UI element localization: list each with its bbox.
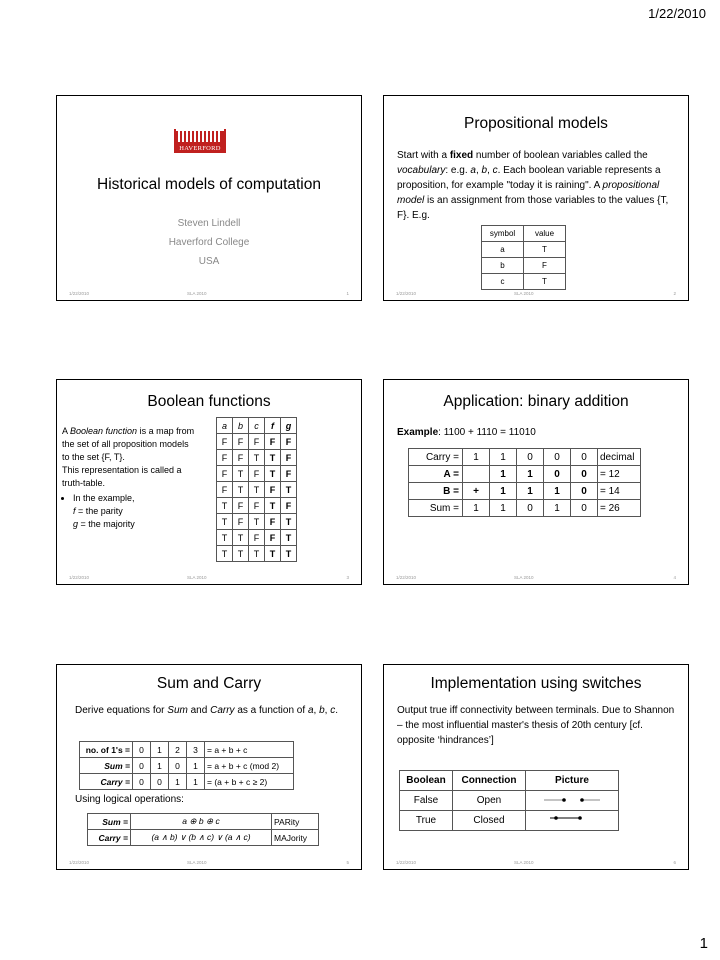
logical-label: Using logical operations:	[75, 794, 184, 805]
table-cell: T	[265, 546, 281, 562]
table-cell: T	[233, 546, 249, 562]
table-cell: PARity	[272, 814, 319, 830]
table-cell: T	[249, 482, 265, 498]
slide-footer-number: 2	[673, 291, 676, 296]
table-cell: 3	[187, 742, 205, 758]
table-cell: 0	[151, 774, 169, 790]
table-header: value	[524, 226, 566, 242]
table-cell: 0	[571, 449, 598, 466]
table-cell: 0	[571, 466, 598, 483]
table-cell: T	[249, 546, 265, 562]
row-label: Carry =	[80, 774, 133, 790]
table-cell: F	[217, 450, 233, 466]
table-cell: = 14	[598, 483, 641, 500]
slide-footer-number: 5	[346, 860, 349, 865]
slide-text: Start with a fixed number of boolean variables called the vocabulary: e.g. a, b, c. Each boolean variable represents a proposition, for example "today it is raining". A propositional model is an assignment from those variables to the values {T, F}. E.g.	[397, 150, 669, 221]
table-cell: (a ∧ b) ∨ (b ∧ c) ∨ (a ∧ c)	[131, 830, 272, 846]
row-label: Sum =	[80, 758, 133, 774]
page-date: 1/22/2010	[648, 6, 706, 21]
row-label: B =	[409, 483, 463, 500]
slide-footer-date: 1/22/2010	[396, 860, 417, 865]
table-cell: F	[233, 498, 249, 514]
table-cell: 1	[187, 774, 205, 790]
table-cell: F	[217, 482, 233, 498]
table-cell: 1	[517, 483, 544, 500]
table-cell: F	[233, 514, 249, 530]
table-cell: F	[281, 498, 297, 514]
table-cell: F	[265, 530, 281, 546]
table-cell: 0	[544, 449, 571, 466]
table-cell: 1	[544, 500, 571, 517]
table-cell: 1	[544, 483, 571, 500]
table-cell: F	[217, 434, 233, 450]
slide-footer-number: 4	[673, 575, 676, 580]
table-cell: 0	[571, 483, 598, 500]
table-cell: F	[233, 434, 249, 450]
slide-4[interactable]	[383, 379, 689, 585]
table-cell: 1	[490, 449, 517, 466]
slide-footer-date: 1/22/2010	[396, 575, 417, 580]
slide-text: Output true iff connectivity between terminals. Due to Shannon – the most influential master's thesis of 20th century [cf. opposite ‘hindrances’]	[397, 705, 675, 746]
institution: Haverford College	[168, 237, 250, 248]
row-label: Sum =	[88, 814, 131, 830]
table-cell: 0	[169, 758, 187, 774]
logic-table	[87, 813, 319, 846]
table-cell: T	[265, 466, 281, 482]
addition-table	[408, 448, 641, 517]
slide-title: Implementation using switches	[430, 675, 642, 692]
table-cell: = a + b + c	[205, 742, 294, 758]
slide-title: Sum and Carry	[156, 675, 262, 692]
slide-footer-center: SLA 2010	[514, 575, 534, 580]
table-cell: = 12	[598, 466, 641, 483]
table-cell: T	[233, 482, 249, 498]
table-cell: 2	[169, 742, 187, 758]
table-cell: T	[249, 514, 265, 530]
table-cell: = 26	[598, 500, 641, 517]
table-cell	[463, 466, 490, 483]
table-cell: 1	[151, 758, 169, 774]
row-label: Carry =	[88, 830, 131, 846]
slide-5[interactable]	[56, 664, 362, 870]
table-cell	[526, 791, 619, 811]
table-cell: 0	[133, 774, 151, 790]
slide-footer-number: 6	[673, 860, 676, 865]
table-cell: F	[249, 498, 265, 514]
slide-2[interactable]	[383, 95, 689, 301]
table-cell: T	[524, 242, 566, 258]
table-cell: 1	[169, 774, 187, 790]
table-header: c	[249, 418, 265, 434]
slide-1[interactable]	[56, 95, 362, 301]
slide-title: Boolean functions	[147, 393, 271, 410]
sum-carry-table	[79, 741, 294, 790]
model-table	[481, 225, 566, 290]
table-cell: b	[482, 258, 524, 274]
table-cell: F	[249, 434, 265, 450]
slide-text: Derive equations for Sum and Carry as a function of a, b, c.	[75, 705, 338, 716]
slide-footer-number: 1	[346, 291, 349, 296]
table-cell: F	[281, 450, 297, 466]
slide-footer-date: 1/22/2010	[396, 291, 417, 296]
table-cell: 0	[571, 500, 598, 517]
table-cell: Open	[453, 791, 526, 811]
table-cell: T	[217, 530, 233, 546]
table-header: f	[265, 418, 281, 434]
row-label: no. of 1's =	[80, 742, 133, 758]
table-cell: F	[265, 514, 281, 530]
row-label: Carry =	[409, 449, 463, 466]
slide-title: Application: binary addition	[443, 393, 629, 410]
table-cell: = (a + b + c ≥ 2)	[205, 774, 294, 790]
table-cell: 1	[517, 466, 544, 483]
table-cell: F	[233, 450, 249, 466]
table-cell: T	[281, 530, 297, 546]
open-switch-icon	[542, 792, 602, 806]
table-cell: T	[217, 514, 233, 530]
table-cell: decimal	[598, 449, 641, 466]
slide-6[interactable]	[383, 664, 689, 870]
table-header: symbol	[482, 226, 524, 242]
table-cell: 0	[133, 742, 151, 758]
slide-text: A Boolean function is a map from the set of all proposition models to the set {F, T}. This representation is called a truth-table. • In the example, f = the parity g = the majority	[62, 425, 197, 531]
table-cell: T	[281, 546, 297, 562]
table-cell: T	[281, 514, 297, 530]
table-cell: 0	[133, 758, 151, 774]
slide-footer-center: SLA 2010	[514, 291, 534, 296]
slide-footer-center: SLA 2010	[187, 291, 207, 296]
table-cell: 1	[463, 449, 490, 466]
slide-title: Historical models of computation	[97, 176, 321, 193]
table-cell: T	[249, 450, 265, 466]
slide-footer-date: 1/22/2010	[69, 575, 90, 580]
table-cell: T	[217, 546, 233, 562]
table-cell: 0	[517, 500, 544, 517]
table-cell: 1	[490, 466, 517, 483]
table-cell: 1	[490, 500, 517, 517]
table-cell	[526, 811, 619, 831]
table-cell: T	[524, 274, 566, 290]
table-cell: 1	[187, 758, 205, 774]
slide-footer-center: SLA 2010	[187, 860, 207, 865]
table-cell: T	[265, 450, 281, 466]
table-header: a	[217, 418, 233, 434]
table-cell: = a + b + c (mod 2)	[205, 758, 294, 774]
table-cell: 0	[544, 466, 571, 483]
table-header: Connection	[453, 771, 526, 791]
table-cell: +	[463, 483, 490, 500]
row-label: A =	[409, 466, 463, 483]
table-cell: F	[249, 530, 265, 546]
closed-switch-icon	[542, 812, 602, 826]
example-text: Example: 1100 + 1110 = 11010	[397, 427, 536, 438]
table-cell: T	[233, 530, 249, 546]
switch-table	[399, 770, 619, 831]
author: Steven Lindell	[177, 218, 241, 229]
table-cell: F	[524, 258, 566, 274]
table-cell: a	[482, 242, 524, 258]
table-header: g	[281, 418, 297, 434]
table-cell: a ⊕ b ⊕ c	[131, 814, 272, 830]
slide-footer-center: SLA 2010	[514, 860, 534, 865]
table-cell: F	[265, 434, 281, 450]
table-cell: T	[233, 466, 249, 482]
table-cell: F	[265, 482, 281, 498]
table-cell: T	[265, 498, 281, 514]
table-header: b	[233, 418, 249, 434]
table-header: Boolean	[400, 771, 453, 791]
table-cell: c	[482, 274, 524, 290]
table-cell: F	[281, 434, 297, 450]
country: USA	[198, 256, 220, 267]
table-cell: 1	[151, 742, 169, 758]
table-cell: 1	[490, 483, 517, 500]
table-cell: False	[400, 791, 453, 811]
table-cell: T	[217, 498, 233, 514]
slide-footer-date: 1/22/2010	[69, 860, 90, 865]
table-cell: MAJority	[272, 830, 319, 846]
truth-table	[216, 417, 297, 562]
row-label: Sum =	[409, 500, 463, 517]
slide-title: Propositional models	[464, 115, 608, 132]
table-cell: F	[217, 466, 233, 482]
table-cell: 1	[463, 500, 490, 517]
table-cell: 0	[517, 449, 544, 466]
page-number: 1	[699, 935, 708, 952]
table-cell: F	[249, 466, 265, 482]
table-cell: T	[281, 482, 297, 498]
slide-footer-date: 1/22/2010	[69, 291, 90, 296]
table-cell: True	[400, 811, 453, 831]
table-header: Picture	[526, 771, 619, 791]
slide-footer-center: SLA 2010	[187, 575, 207, 580]
slide-3[interactable]	[56, 379, 362, 585]
haverford-logo	[174, 129, 226, 153]
logo-text: HAVERFORD	[179, 145, 221, 152]
table-cell: F	[281, 466, 297, 482]
slide-footer-number: 3	[346, 575, 349, 580]
table-cell: Closed	[453, 811, 526, 831]
